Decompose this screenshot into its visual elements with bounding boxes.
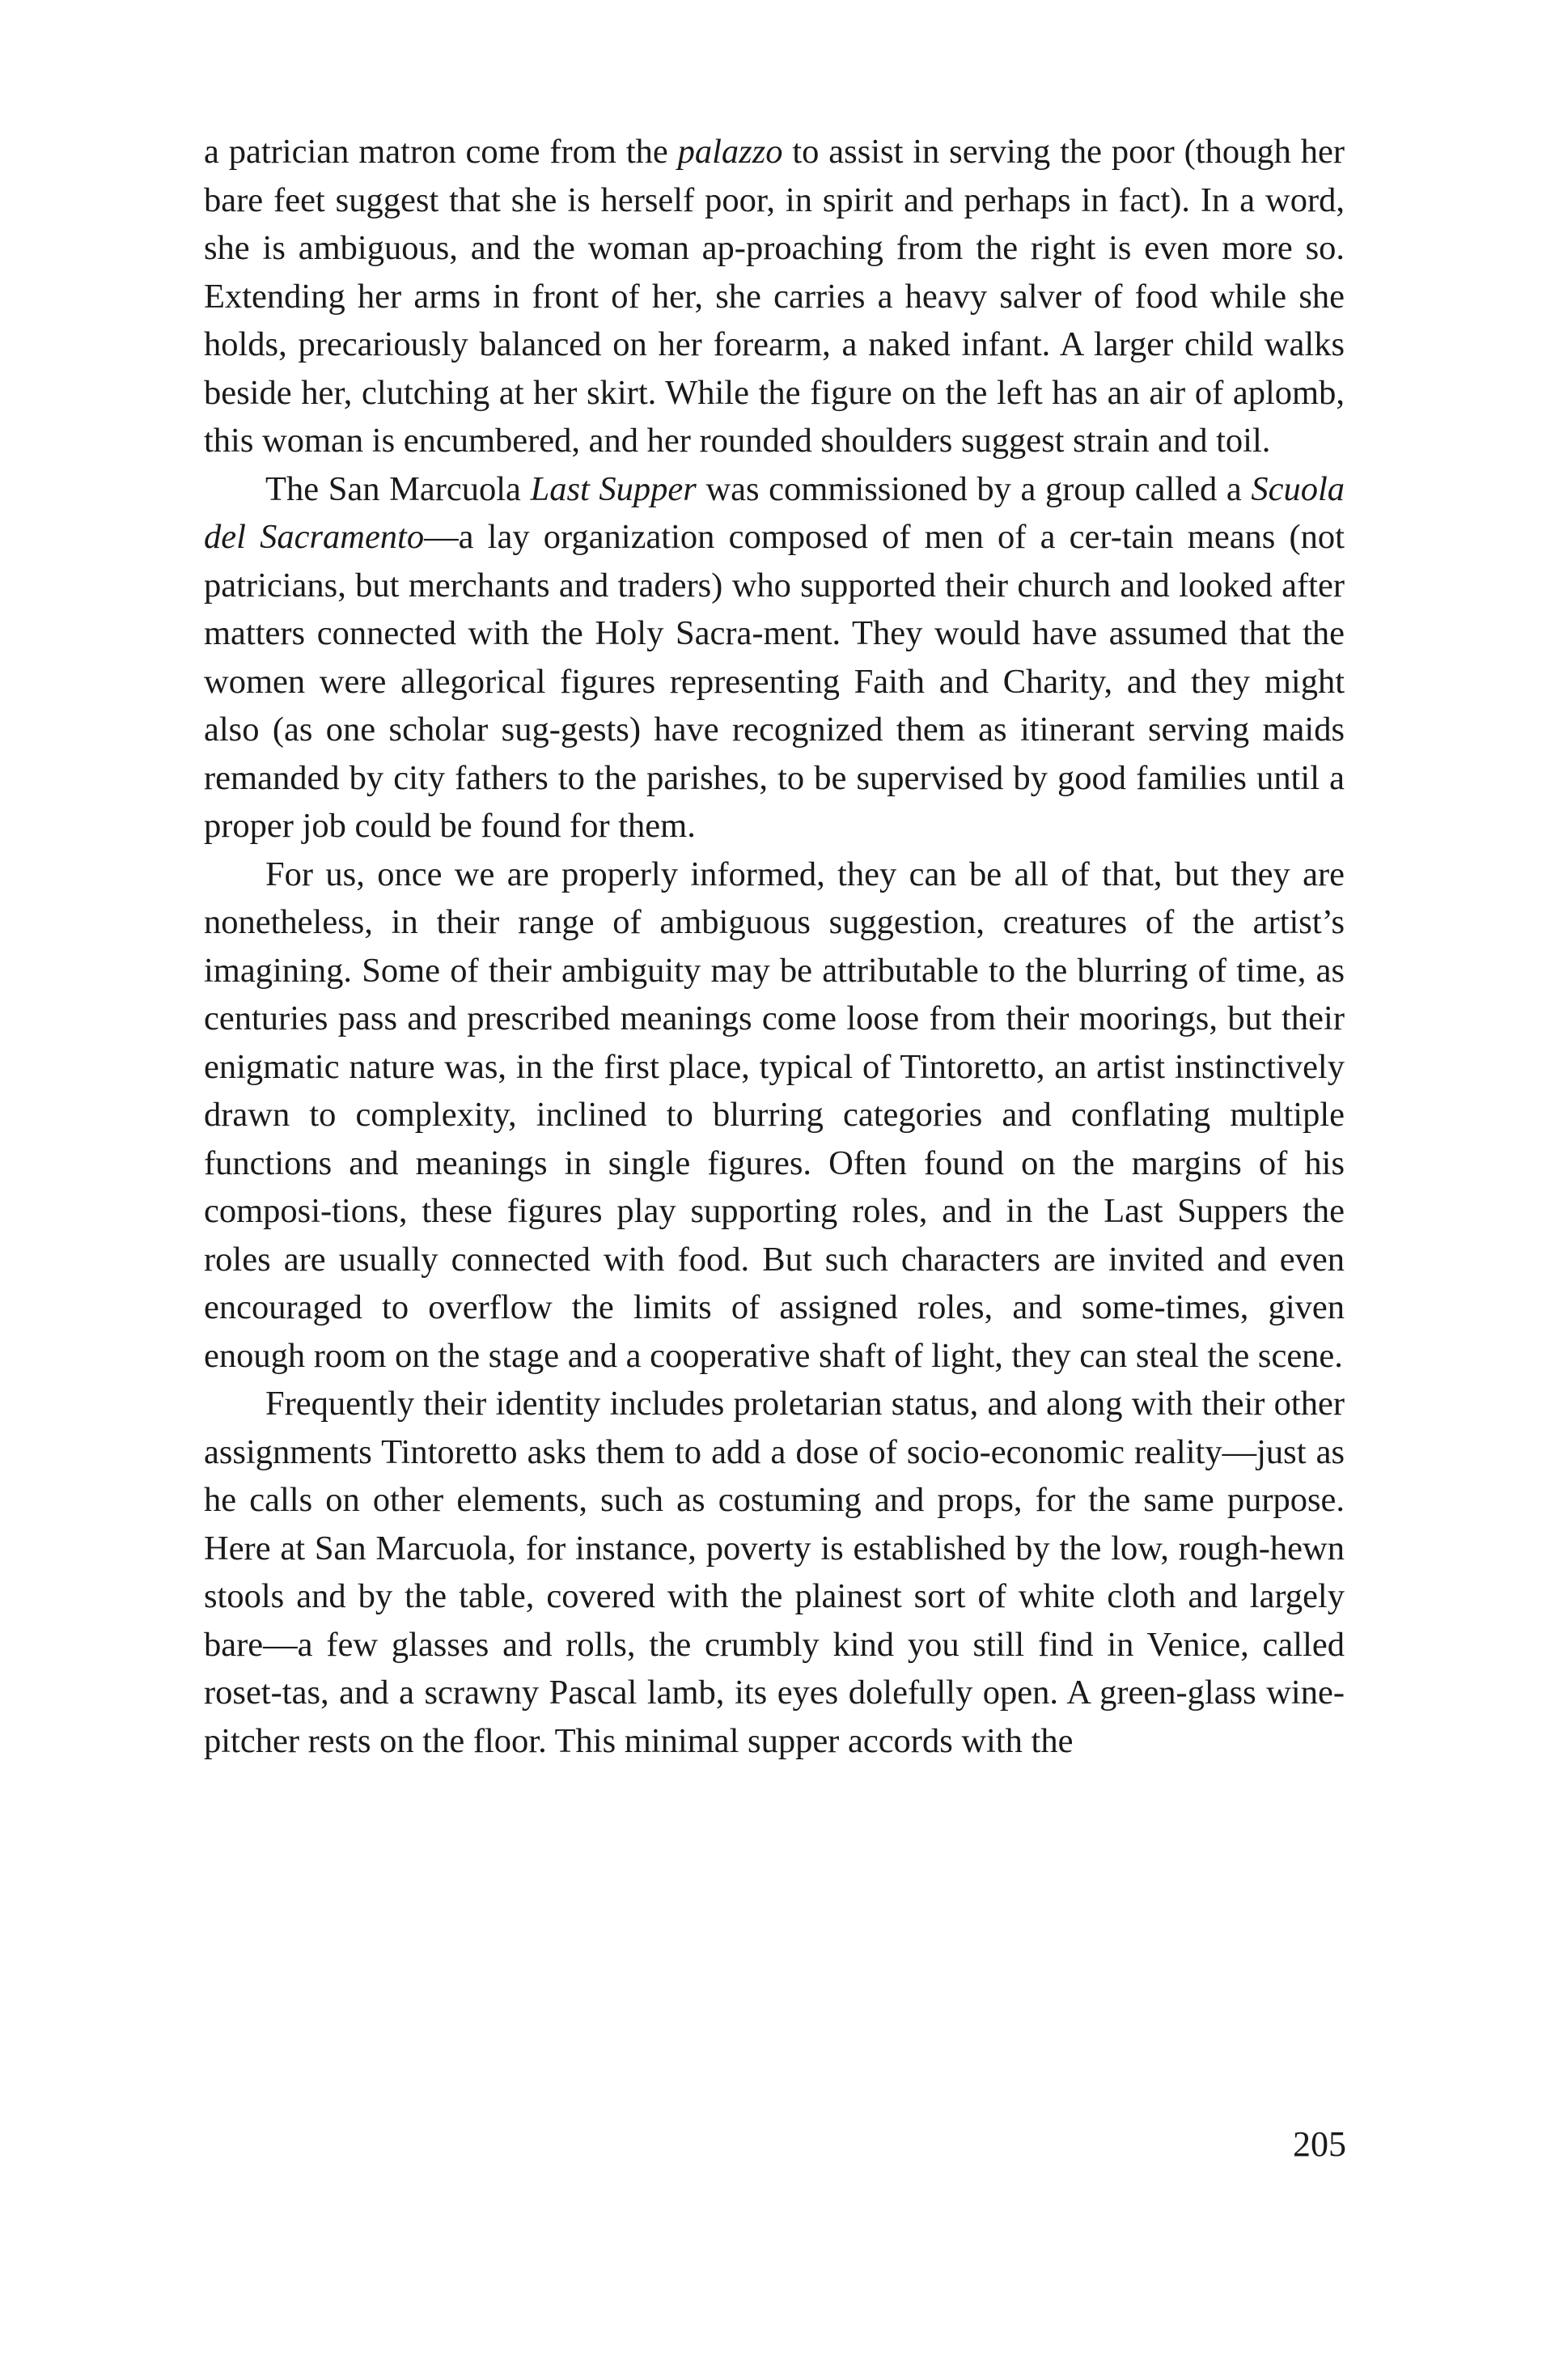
paragraph-3: For us, once we are properly informed, they can be all of that, but they are nonetheless, in their range of ambiguous suggestion, creatures of the artist’s imagining. Some of their ambiguity may be attributable to the blurring of time, as centuries pass and prescribed meanings come loose from their moorings, but their enigmatic nature was, in the first place, typical of Tintoretto, an artist instinctively drawn to complexity, inclined to blurring categories and conflating multiple functions and meanings in single figures. Often found on the margins of his composi-tions, these figures play supporting roles, and in the Last Suppers the roles are usually connected with food. But such characters are invited and even encouraged to overflow the limits of assigned roles, and some-times, given enough room on the stage and a cooperative shaft of light, they can steal the scene. [204,855,1345,1375]
italic-term-palazzo: palazzo [677,133,783,171]
paragraph-2 [204,465,1345,851]
paragraph-1-text-a: a patrician matron come from the [204,133,678,171]
paragraph-2-text-a: The San Marcuola [265,469,531,508]
page-number: 205 [1293,2124,1346,2164]
paragraph-4: Frequently their identity includes proletarian status, and along with their other assignments Tintoretto asks them to add a dose of socio-economic reality—just as he calls on other elements, such as costuming and props, for the same purpose. Here at San Marcuola, for instance, poverty is established by the low, rough-hewn stools and by the table, covered with the plainest sort of white cloth and largely bare—a few glasses and rolls, the crumbly kind you still find in Venice, called roset-tas, and a scrawny Pascal lamb, its eyes dolefully open. A green-glass wine-pitcher rests on the floor. This minimal supper accords with the [204,1385,1345,1760]
italic-title-last-supper: Last Supper [530,469,697,508]
paragraph-1-text-b: to assist in serving the poor (though her bare feet suggest that she is herself poor, in spirit and perhaps in fact). In a word, she is ambiguous, and the woman ap-proaching from the right is even more so. Extending her arms in front of her, she carries a heavy salver of food while she holds, precariously balanced on her forearm, a naked infant. A larger child walks beside her, clutching at her skirt. While the figure on the left has an air of aplomb, this woman is encumbered, and her rounded shoulders suggest strain and toil. [204,133,1345,460]
body-text [204,128,1345,1765]
paragraph-1 [204,128,1345,465]
paragraph-2-text-b: was commissioned by a group called a [696,469,1252,508]
paragraph-2-text-c: —a lay organization composed of men of a cer-tain means (not patricians, but merchants and traders) who supported their church and looked after matters connected with the Holy Sacra-ment. They would have assumed that the women were allegorical figures representing Faith and Charity, and they might also (as one scholar sug-gests) have recognized them as itinerant serving maids remanded by city fathers to the parishes, to be supervised by good families until a proper job could be found for them. [204,518,1345,845]
italic-term-scuola: Scuola del Sacramento [204,469,1345,556]
